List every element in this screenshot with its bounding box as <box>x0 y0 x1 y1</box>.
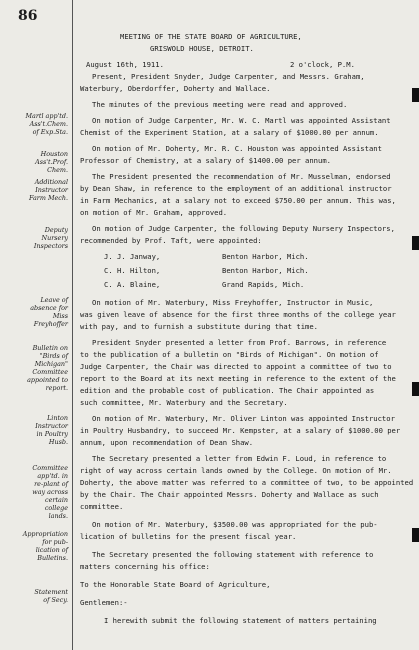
body-line: lication of bulletins for the present fiscal year. <box>80 532 297 541</box>
page-number: 86 <box>18 8 38 24</box>
inspector-name: C. A. Blaine, <box>104 280 161 289</box>
meeting-time: 2 o'clock, P.M. <box>290 60 355 69</box>
inspector-name: J. J. Janway, <box>104 252 161 261</box>
body-line: The Secretary presented the following statement with reference to <box>92 550 374 559</box>
binder-tab <box>412 528 419 542</box>
margin-note: Committee app'td. in re-plant of way across certain college lands. <box>32 464 68 520</box>
body-line: On motion of Mr. Waterbury, $3500.00 was appropriated for the pub- <box>92 520 378 529</box>
body-line: with pay, and to furnish a substitute during that time. <box>80 322 318 331</box>
body-line: by the Chair. The Chair appointed Messrs. Doherty and Wallace as such <box>80 490 379 499</box>
meeting-title: MEETING OF THE STATE BOARD OF AGRICULTURE, <box>120 32 302 41</box>
body-line: Chemist of the Experiment Station, at a salary of $1000.00 per annum. <box>80 128 379 137</box>
body-line: Professor of Chemistry, at a salary of $1400.00 per annum. <box>80 156 331 165</box>
margin-note: Linton Instructor in Poultry Husb. <box>35 414 68 446</box>
meeting-location: GRISWOLD HOUSE, DETROIT. <box>150 44 254 53</box>
body-line: On motion of Mr. Waterbury, Miss Freyhoffer, Instructor in Music, <box>92 298 374 307</box>
margin-note: Deputy Nursery Inspectors <box>33 226 68 250</box>
margin-note: Appropriation for pub- lication of Bulletins. <box>22 530 68 562</box>
body-line: On motion of Mr. Waterbury, Mr. Oliver Linton was appointed Instructor <box>92 414 395 423</box>
body-line: in Farm Mechanics, at a salary not to exceed $750.00 per annum. This was, <box>80 196 396 205</box>
body-line: Present, President Snyder, Judge Carpenter, and Messrs. Graham, <box>92 72 365 81</box>
body-line: On motion of Judge Carpenter, the following Deputy Nursery Inspectors, <box>92 224 395 233</box>
margin-note: Leave of absence for Miss Freyhoffer <box>30 296 68 328</box>
body-line: by Dean Shaw, in reference to the employment of an additional instructor <box>80 184 392 193</box>
binder-tab <box>412 236 419 250</box>
body-line: right of way across certain lands owned by the College. On motion of Mr. <box>80 466 392 475</box>
body-line: The President presented the recommendation of Mr. Musselman, endorsed <box>92 172 391 181</box>
binder-tab <box>412 382 419 396</box>
body-line: Judge Carpenter, the Chair was directed to appoint a committee of two to <box>80 362 392 371</box>
body-line: annum, upon recommendation of Dean Shaw. <box>80 438 254 447</box>
body-line: report to the Board at its next meeting in reference to the extent of the <box>80 374 396 383</box>
margin-note: Statement of Secy. <box>34 588 68 604</box>
margin-note: Bulletin on "Birds of Michigan" Committee appointed to report. <box>27 344 68 392</box>
body-line: such committee, Mr. Waterbury and the Secretary. <box>80 398 288 407</box>
inspector-place: Benton Harbor, Mich. <box>222 252 309 261</box>
body-line: Doherty, the above matter was referred to a committee of two, to be appointed <box>80 478 414 487</box>
body-line: The minutes of the previous meeting were read and approved. <box>92 100 348 109</box>
body-line: was given leave of absence for the first three months of the college year <box>80 310 396 319</box>
body-line: On motion of Judge Carpenter, Mr. W. C. Martl was appointed Assistant <box>92 116 391 125</box>
body-line: On motion of Mr. Doherty, Mr. R. C. Houston was appointed Assistant <box>92 144 382 153</box>
body-line: matters concerning his office: <box>80 562 210 571</box>
salutation-line: To the Honorable State Board of Agriculture, <box>80 580 271 589</box>
meeting-date: August 16th, 1911. <box>86 60 164 69</box>
margin-note: Houston Ass't.Prof. Chem. <box>35 150 68 174</box>
body-line: in Poultry Husbandry, to succeed Mr. Kempster, at a salary of $1000.00 per <box>80 426 401 435</box>
body-line: I herewith submit the following statement of matters pertaining <box>104 616 377 625</box>
inspector-name: C. H. Hilton, <box>104 266 161 275</box>
body-line: committee. <box>80 502 124 511</box>
body-line: Waterbury, Oberdorffer, Doherty and Wallace. <box>80 84 271 93</box>
body-line: edition and the probable cost of publication. The Chair appointed as <box>80 386 375 395</box>
body-line: President Snyder presented a letter from Prof. Barrows, in reference <box>92 338 387 347</box>
inspector-place: Grand Rapids, Mich. <box>222 280 305 289</box>
body-line: on motion of Mr. Graham, approved. <box>80 208 228 217</box>
margin-note: Martl app'td. Ass't.Chem. of Exp.Sta. <box>25 112 68 136</box>
binder-tab <box>412 88 419 102</box>
inspector-place: Benton Harbor, Mich. <box>222 266 309 275</box>
margin-rule <box>72 0 73 650</box>
body-line: The Secretary presented a letter from Edwin F. Loud, in reference to <box>92 454 387 463</box>
salutation-line: Gentlemen:- <box>80 598 128 607</box>
margin-note: Additional Instructor Farm Mech. <box>28 178 68 202</box>
body-line: to the publication of a bulletin on "Birds of Michigan". On motion of <box>80 350 379 359</box>
body-line: recommended by Prof. Taft, were appointed: <box>80 236 262 245</box>
